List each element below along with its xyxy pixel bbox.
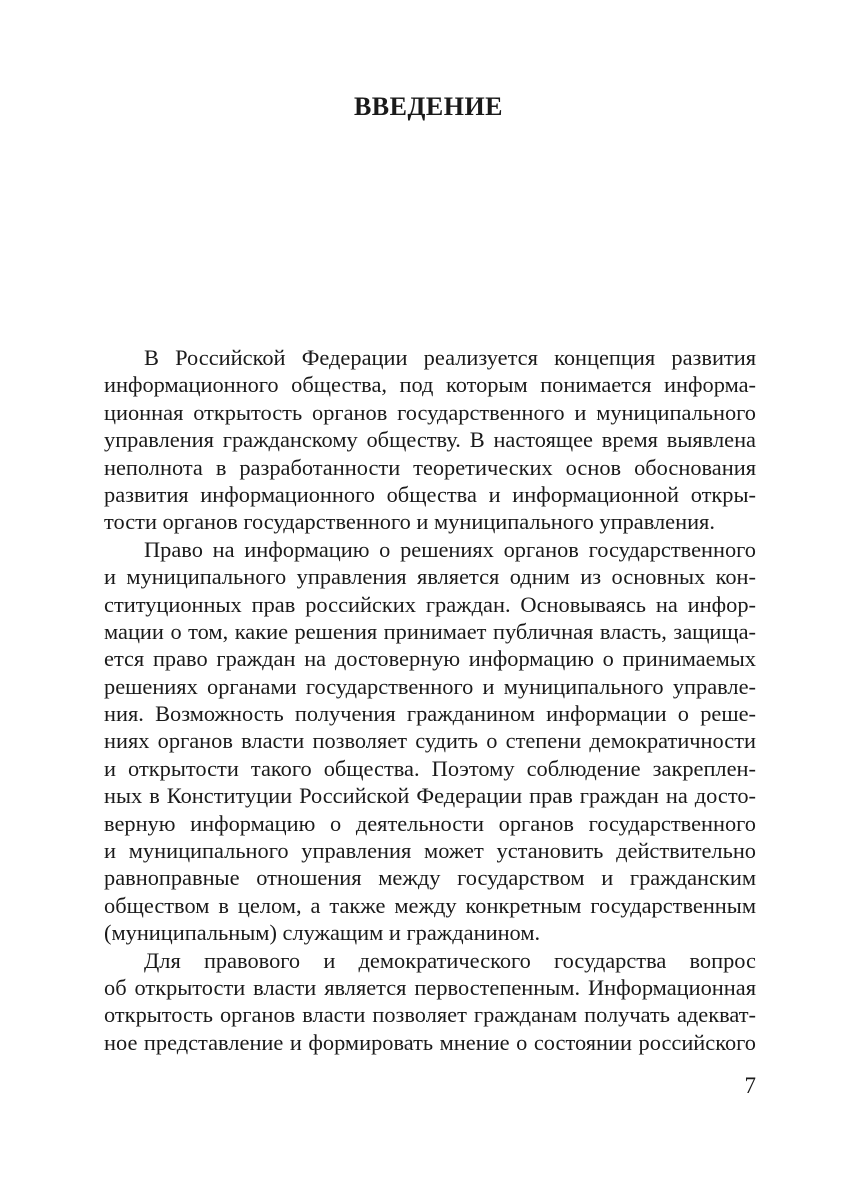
paragraph-2-line: решениях органами государственного и муниципального управле-	[104, 673, 756, 699]
paragraph-2-line: равноправные отношения между государством и гражданским	[104, 865, 756, 891]
paragraph-2-line: и муниципального управления является одним из основных кон-	[104, 564, 756, 590]
paragraph-1-line: развития информационного общества и информационной откры-	[104, 481, 756, 507]
paragraph-2-line: и открытости такого общества. Поэтому соблюдение закреплен-	[104, 755, 756, 781]
page-number: 7	[744, 1073, 756, 1098]
paragraph-3-line: ное представление и формировать мнение о состоянии российского	[104, 1029, 756, 1055]
body-text	[104, 344, 756, 1056]
page-title: ВВЕДЕНИЕ	[353, 92, 504, 121]
paragraph-3-line: Для правового и демократического государства вопрос	[144, 947, 756, 973]
paragraph-2-line: (муниципальным) служащим и гражданином.	[104, 920, 541, 946]
paragraph-2-line: Право на информацию о решениях органов государственного	[144, 536, 756, 562]
paragraph-1-line: неполнота в разработанности теоретических основ обоснования	[104, 454, 756, 480]
paragraph-2-line: и муниципального управления может установить действительно	[104, 838, 756, 864]
paragraph-2-line: обществом в целом, а также между конкретным государственным	[104, 892, 756, 918]
paragraph-1-line: тости органов государственного и муниципального управления.	[104, 509, 715, 535]
paragraph-3-line: открытость органов власти позволяет гражданам получать адекват-	[104, 1002, 756, 1028]
paragraph-2-line: верную информацию о деятельности органов государственного	[104, 810, 756, 836]
paragraph-1-line: информационного общества, под которым понимается информа-	[104, 372, 756, 398]
paragraph-2-line: ния. Возможность получения гражданином информации о реше-	[104, 701, 756, 727]
paragraph-1-line: ционная открытость органов государственного и муниципального	[104, 399, 756, 425]
paragraph-3-line: об открытости власти является первостепенным. Информационная	[104, 974, 756, 1000]
paragraph-2-line: ных в Конституции Российской Федерации прав граждан на досто-	[104, 783, 756, 809]
paragraph-2-line: мации о том, какие решения принимает публичная власть, защища-	[104, 618, 756, 644]
paragraph-2-line: ниях органов власти позволяет судить о степени демократичности	[104, 728, 756, 754]
paragraph-2-line: ституционных прав российских граждан. Основываясь на инфор-	[104, 591, 756, 617]
paragraph-1-line: В Российской Федерации реализуется концепция развития	[144, 345, 756, 370]
paragraph-1-line: управления гражданскому обществу. В настоящее время выявлена	[104, 427, 756, 453]
paragraph-2-line: ется право граждан на достоверную информацию о принимаемых	[104, 646, 756, 672]
